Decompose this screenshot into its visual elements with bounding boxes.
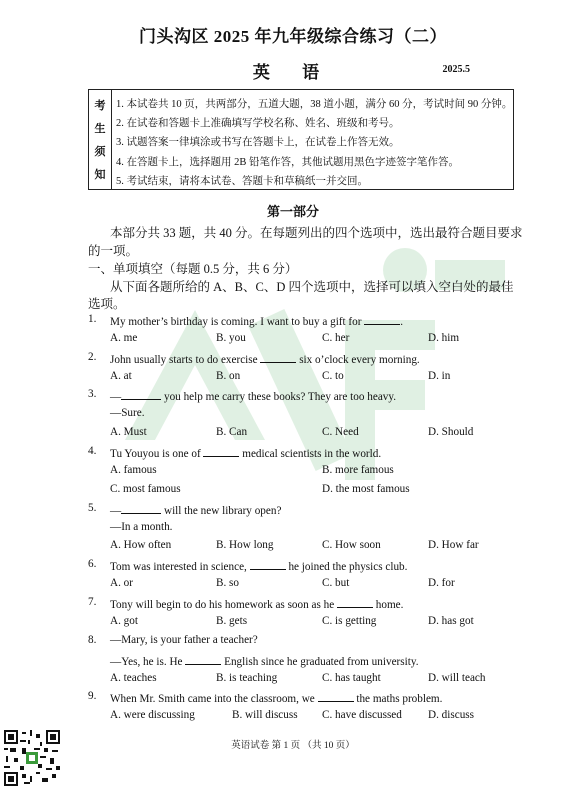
stem-text: John usually starts to do exercise [110,354,258,366]
option: B. How long [216,539,274,551]
exam-date: 2025.5 [442,64,470,75]
option: C. How soon [322,539,381,551]
option: C. have discussed [322,709,402,721]
notice-item: 2. 在试卷和答题卡上准确填写学校名称、姓名、班级和考号。 [116,118,400,130]
option: A. or [110,577,133,589]
option: B. Can [216,426,248,438]
question-stem: —Mary, is your father a teacher? [110,634,258,646]
answer-blank [185,653,221,665]
question-number: 8. [88,634,97,646]
stem-text: he joined the physics club. [288,561,408,573]
answer-blank [337,596,373,608]
stem-text: English since he graduated from university. [224,656,419,668]
stem-text: will the new library open? [163,505,282,517]
option: D. Should [428,426,474,438]
answer-blank [260,351,296,363]
option: B. more famous [322,464,394,476]
question-number: 3. [88,388,97,400]
exam-title: 门头沟区 2025 年九年级综合练习（二） [139,27,447,46]
option: A. Must [110,426,147,438]
notice-label [89,90,112,189]
question-stem-line2 [110,653,419,668]
question-stem [110,558,407,573]
question-number: 6. [88,558,97,570]
option: C. is getting [322,615,377,627]
page-footer: 英语试卷 第 1 页 （共 10 页） [231,741,355,751]
option: A. How often [110,539,172,551]
answer-blank [121,388,161,400]
stem-text: Tony will begin to do his homework as soon as he [110,599,335,611]
question-stem [110,313,403,328]
option: B. is teaching [216,672,278,684]
dialogue-reply: —In a month. [110,521,173,533]
question-stem [110,690,442,705]
answer-blank [121,502,161,514]
stem-text: Tom was interested in science, [110,561,247,573]
notice-label-char: 考 [94,99,106,112]
notice-item: 3. 试题答案一律填涂或书写在答题卡上，在试卷上作答无效。 [116,137,400,149]
option: D. for [428,577,455,589]
stem-text: home. [375,599,404,611]
notice-list [112,90,513,189]
notice-label-char: 须 [94,146,106,159]
option: D. How far [428,539,479,551]
question-number: 5. [88,502,97,514]
stem-text: medical scientists in the world. [242,448,382,460]
stem-text: the maths problem. [356,693,443,705]
stem-text: When Mr. Smith came into the classroom, we [110,693,315,705]
option: A. famous [110,464,157,476]
notice-item: 1. 本试卷共 10 页，共两部分，五道大题，38 道小题，满分 60 分，考试时间 90 分钟。 [116,99,513,110]
dialogue-reply: —Sure. [110,407,145,419]
notice-box [88,89,514,190]
question-number: 1. [88,313,97,325]
option: A. were discussing [110,709,195,721]
option: D. discuss [428,709,474,721]
option: B. so [216,577,240,589]
notice-item: 4. 在答题卡上，选择题用 2B 铅笔作答，其他试题用黑色字迹签字笔作答。 [116,156,460,168]
option: A. got [110,615,138,627]
stem-text: Tu Youyou is one of [110,448,201,460]
option: B. will discuss [232,709,298,721]
option: D. in [428,370,451,382]
answer-blank [364,313,400,325]
option: C. but [322,577,350,589]
stem-text: . [400,316,404,328]
option: B. on [216,370,241,382]
option: D. the most famous [322,483,410,495]
answer-blank [318,690,354,702]
part-intro-line2: 的一项。 [88,244,139,258]
option: C. has taught [322,672,381,684]
option: D. has got [428,615,474,627]
option: C. her [322,332,350,344]
question-stem [110,388,396,403]
stem-text: you help me carry these books? They are too heavy. [163,391,397,403]
question-number: 2. [88,351,97,363]
stem-text: six o’clock every morning. [299,354,420,366]
option: C. most famous [110,483,181,495]
answer-blank [203,445,239,457]
question-stem [110,596,403,611]
instruction-line2: 选项。 [88,297,126,311]
stem-text: — [110,391,122,403]
stem-text: — [110,505,122,517]
question-stem [110,445,381,460]
notice-item: 5. 考试结束，请将本试卷、答题卡和草稿纸一并交回。 [116,175,368,187]
section-title: 一、单项填空（每题 0.5 分，共 6 分） [88,262,298,276]
instruction-line1: 从下面各题所给的 A、B、C、D 四个选项中，选择可以填入空白处的最佳 [110,280,514,294]
part-heading: 第一部分 [266,204,319,219]
answer-blank [250,558,286,570]
option: D. him [428,332,460,344]
stem-text: —Yes, he is. He [110,656,183,668]
notice-label-char: 生 [94,122,106,135]
question-number: 7. [88,596,97,608]
option: C. to [322,370,344,382]
option: A. teaches [110,672,157,684]
notice-label-char: 知 [94,169,106,182]
option: B. gets [216,615,248,627]
subject-title: 英 语 [252,63,334,82]
option: C. Need [322,426,359,438]
stem-text: My mother’s birthday is coming. I want to buy a gift for [110,316,362,328]
option: A. me [110,332,138,344]
question-stem [110,351,420,366]
option: B. you [216,332,246,344]
question-number: 9. [88,690,97,702]
question-stem [110,502,281,517]
option: D. will teach [428,672,486,684]
question-number: 4. [88,445,97,457]
option: A. at [110,370,132,382]
part-intro-line1: 本部分共 33 题，共 40 分。在每题列出的四个选项中，选出最符合题目要求 [110,226,523,240]
